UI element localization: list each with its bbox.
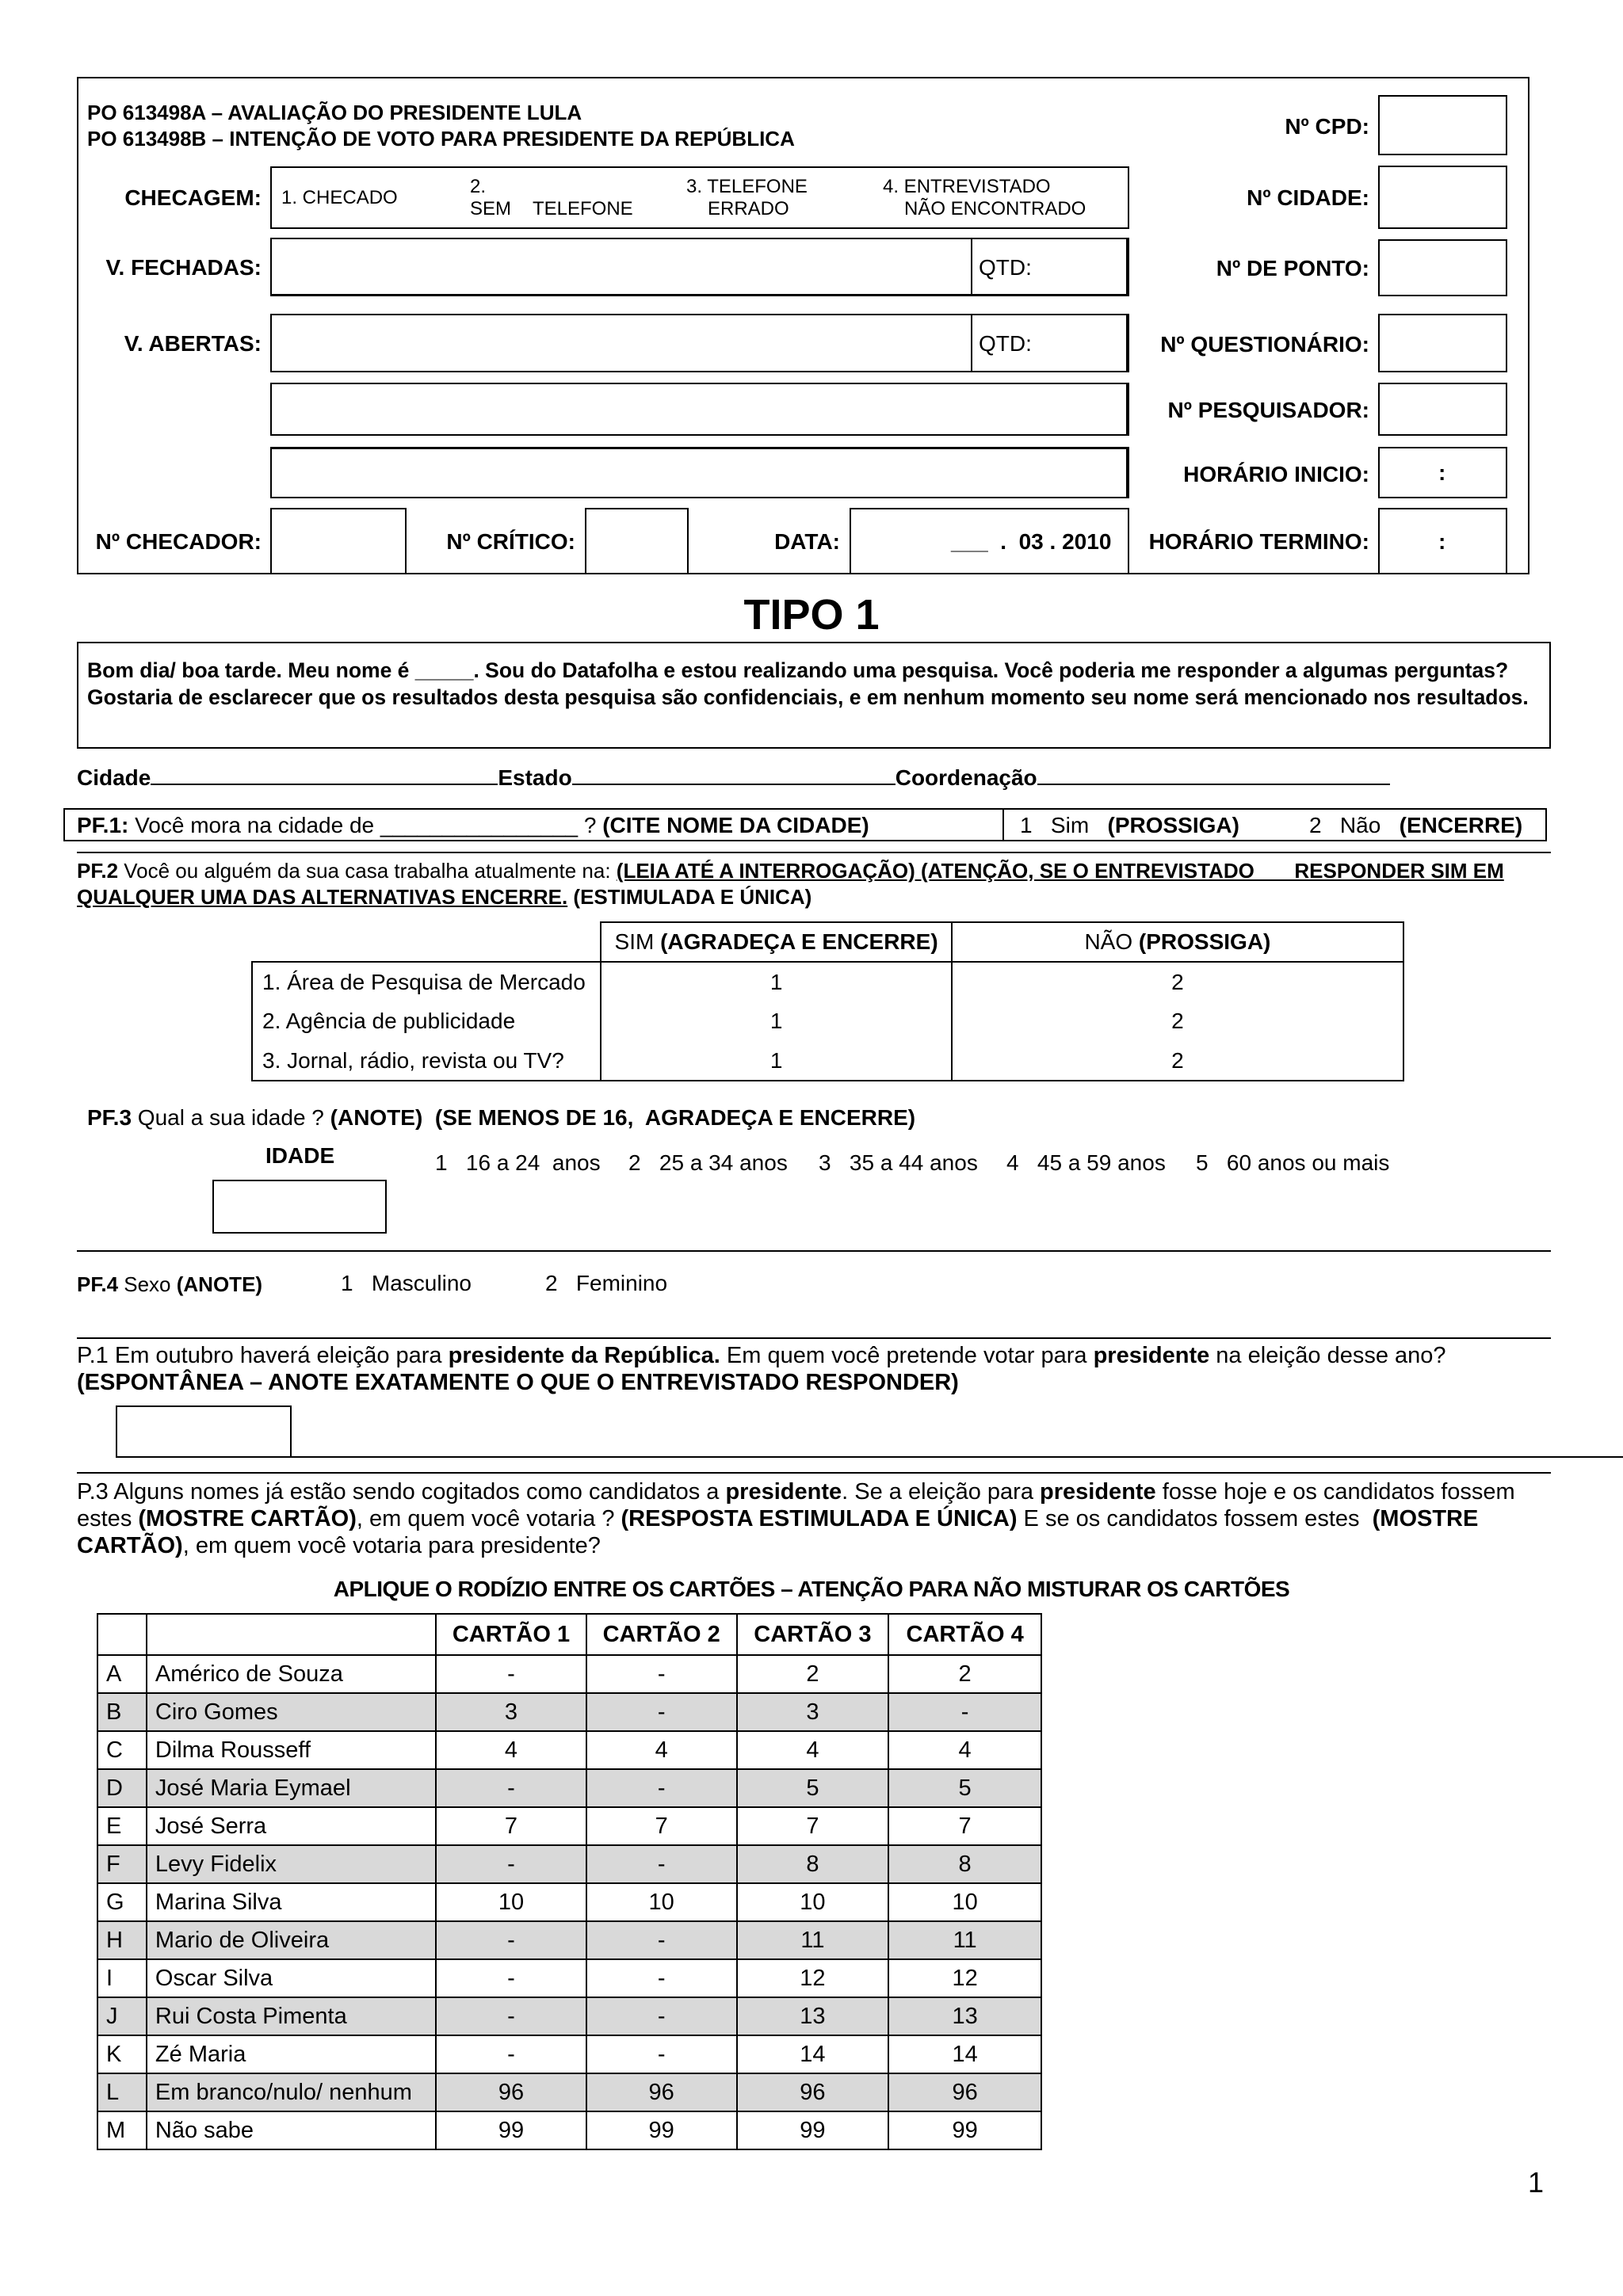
card-4-code[interactable]: 5 bbox=[888, 1769, 1041, 1807]
title-a: PO 613498A – AVALIAÇÃO DO PRESIDENTE LULA bbox=[87, 101, 582, 124]
pesquisador-label: Nº PESQUISADOR: bbox=[1167, 398, 1369, 422]
pf4-question bbox=[77, 1272, 262, 1297]
card-3-code[interactable]: 11 bbox=[737, 1921, 889, 1959]
horario-inicio-sep: : bbox=[1438, 460, 1446, 485]
letter-header bbox=[97, 1614, 147, 1655]
card-2-code[interactable]: 96 bbox=[586, 2073, 737, 2111]
cidade-label: Cidade bbox=[77, 765, 151, 790]
card-2-code[interactable]: - bbox=[586, 1959, 737, 1997]
card-3-code[interactable]: 2 bbox=[737, 1655, 889, 1693]
p3-question bbox=[77, 1478, 1515, 1559]
tipo-title: TIPO 1 bbox=[743, 591, 880, 639]
p3-text-3b: , em quem você votaria para presidente? bbox=[182, 1533, 601, 1558]
card-2-code[interactable]: - bbox=[586, 1655, 737, 1693]
cidade-blank[interactable] bbox=[151, 784, 498, 785]
pf2-col-sim-instr: (AGRADEÇA E ENCERRE) bbox=[660, 929, 938, 954]
pf2-row-label: 2. Agência de publicidade bbox=[252, 1001, 601, 1041]
card-4-code[interactable]: 99 bbox=[888, 2111, 1041, 2149]
card-2-code[interactable]: 10 bbox=[586, 1883, 737, 1921]
candidate-name: José Maria Eymael bbox=[147, 1769, 436, 1807]
pf1-opt-2-text: Não bbox=[1339, 813, 1381, 837]
candidate-row bbox=[97, 1883, 1041, 1921]
pf4-opt-2[interactable]: 2 Feminino bbox=[545, 1271, 668, 1295]
candidate-row bbox=[97, 1959, 1041, 1997]
pf2-label: PF.2 bbox=[77, 859, 119, 883]
cpd-label: Nº CPD: bbox=[1285, 114, 1369, 139]
candidate-letter: H bbox=[97, 1921, 147, 1959]
card-2-header: CARTÃO 2 bbox=[586, 1614, 737, 1655]
card-2-code[interactable]: 7 bbox=[586, 1807, 737, 1845]
questionario-label: Nº QUESTIONÁRIO: bbox=[1160, 332, 1369, 357]
pf1-under-rule bbox=[77, 852, 1551, 853]
name-header bbox=[147, 1614, 436, 1655]
pf2-row-label: 1. Área de Pesquisa de Mercado bbox=[252, 962, 601, 1001]
v-fechadas-qtd-label: QTD: bbox=[979, 255, 1032, 280]
pf1-divider bbox=[1002, 808, 1004, 841]
p3-text-1c: . Se a eleição para bbox=[842, 1479, 1041, 1505]
card-2-code[interactable]: - bbox=[586, 1693, 737, 1731]
candidate-letter: F bbox=[97, 1845, 147, 1883]
checagem-opt-3[interactable]: 3. TELEFONE bbox=[686, 176, 808, 197]
candidate-name: Marina Silva bbox=[147, 1883, 436, 1921]
card-4-code[interactable]: 4 bbox=[888, 1731, 1041, 1769]
candidate-letter: K bbox=[97, 2035, 147, 2073]
card-2-code[interactable]: - bbox=[586, 1769, 737, 1807]
card-3-header: CARTÃO 3 bbox=[737, 1614, 889, 1655]
critico-label: Nº CRÍTICO: bbox=[446, 529, 575, 554]
pf2-empty-header bbox=[252, 922, 601, 962]
pf1-text: Você mora na cidade de ________________ ? bbox=[128, 813, 603, 837]
card-1-code[interactable]: 99 bbox=[436, 2111, 586, 2149]
estado-blank[interactable] bbox=[572, 784, 896, 785]
p1-under-rule bbox=[77, 1472, 1551, 1474]
pf1-opt-1[interactable] bbox=[1020, 813, 1239, 838]
pf3-opt-2[interactable]: 2 25 a 34 anos bbox=[628, 1150, 788, 1175]
card-4-code[interactable]: 11 bbox=[888, 1921, 1041, 1959]
candidate-letter: C bbox=[97, 1731, 147, 1769]
p3-text-2b: (MOSTRE CARTÃO) bbox=[138, 1506, 357, 1531]
card-3-code[interactable]: 8 bbox=[737, 1845, 889, 1883]
page-number: 1 bbox=[1528, 2166, 1545, 2199]
extra-input-1[interactable] bbox=[270, 383, 1129, 436]
candidate-row bbox=[97, 2073, 1041, 2111]
p3-text-2e: E se os candidatos fossem estes bbox=[1017, 1506, 1373, 1531]
pf1-label: PF.1: bbox=[77, 813, 129, 837]
pf2-col-nao-label: NÃO bbox=[1084, 929, 1139, 954]
title-b: PO 613498B – INTENÇÃO DE VOTO PARA PRESIDENTE DA REPÚBLICA bbox=[87, 127, 795, 151]
card-2-code[interactable]: 99 bbox=[586, 2111, 737, 2149]
pf2-col-sim-label: SIM bbox=[614, 929, 661, 954]
pf3-instr: (ANOTE) (SE MENOS DE 16, AGRADEÇA E ENCERRE) bbox=[330, 1105, 916, 1130]
pf3-under-rule bbox=[77, 1250, 1551, 1252]
idade-input[interactable] bbox=[212, 1180, 387, 1234]
pf4-opt-1[interactable]: 1 Masculino bbox=[341, 1271, 472, 1295]
pf3-opt-1[interactable]: 1 16 a 24 anos bbox=[435, 1150, 601, 1175]
p1-answer-rule bbox=[292, 1456, 1623, 1458]
pf3-opt-3[interactable]: 3 35 a 44 anos bbox=[819, 1150, 978, 1175]
pf2-row-sim[interactable]: 1 bbox=[601, 1041, 951, 1081]
card-3-code[interactable]: 99 bbox=[737, 2111, 889, 2149]
pf1-opt-2-code: 2 bbox=[1309, 813, 1322, 837]
candidate-letter: D bbox=[97, 1769, 147, 1807]
coordenacao-blank[interactable] bbox=[1037, 784, 1390, 785]
pf4-label: PF.4 bbox=[77, 1272, 119, 1296]
candidate-letter: I bbox=[97, 1959, 147, 1997]
card-2-code[interactable]: 4 bbox=[586, 1731, 737, 1769]
checagem-label: CHECAGEM: bbox=[124, 185, 262, 210]
pf2-instr-2: QUALQUER UMA DAS ALTERNATIVAS ENCERRE. bbox=[77, 885, 568, 909]
p1-text-c: Em quem você pretende votar para bbox=[720, 1343, 1094, 1368]
card-1-code[interactable]: 4 bbox=[436, 1731, 586, 1769]
pf1-opt-1-text: Sim bbox=[1050, 813, 1090, 837]
pf1-opt-1-instr: (PROSSIGA) bbox=[1107, 813, 1239, 837]
card-1-code[interactable]: - bbox=[436, 1997, 586, 2035]
card-1-code[interactable]: - bbox=[436, 1959, 586, 1997]
candidate-letter: L bbox=[97, 2073, 147, 2111]
card-1-code[interactable]: 10 bbox=[436, 1883, 586, 1921]
candidate-letter: J bbox=[97, 1997, 147, 2035]
card-3-code[interactable]: 14 bbox=[737, 2035, 889, 2073]
location-line bbox=[77, 765, 1390, 791]
pf1-opt-2-instr: (ENCERRE) bbox=[1399, 813, 1523, 837]
pf3-question bbox=[87, 1105, 915, 1131]
p1-instr: (ESPONTÂNEA – ANOTE EXATAMENTE O QUE O ENTREVISTADO RESPONDER) bbox=[77, 1370, 959, 1395]
candidate-row bbox=[97, 1731, 1041, 1769]
card-4-code[interactable]: 2 bbox=[888, 1655, 1041, 1693]
candidate-row bbox=[97, 2035, 1041, 2073]
p1-text-e: na eleição desse ano? bbox=[1209, 1343, 1446, 1368]
candidate-name: Dilma Rousseff bbox=[147, 1731, 436, 1769]
pf2-col-sim bbox=[601, 922, 951, 962]
p3-text-3a: CARTÃO) bbox=[77, 1533, 183, 1558]
candidate-letter: B bbox=[97, 1693, 147, 1731]
p3-text-1e: fosse hoje e os candidatos fossem bbox=[1155, 1479, 1515, 1505]
candidate-letter: G bbox=[97, 1883, 147, 1921]
idade-label: IDADE bbox=[265, 1143, 335, 1168]
card-4-code[interactable]: 12 bbox=[888, 1959, 1041, 1997]
candidate-name: Rui Costa Pimenta bbox=[147, 1997, 436, 2035]
v-abertas-divider bbox=[971, 314, 972, 372]
data-label: DATA: bbox=[774, 529, 840, 554]
card-1-code[interactable]: - bbox=[436, 1921, 586, 1959]
candidate-row bbox=[97, 1807, 1041, 1845]
pf2-row-nao[interactable]: 2 bbox=[952, 962, 1403, 1001]
critico-input[interactable] bbox=[585, 508, 689, 574]
checagem-opt-1[interactable]: 1. CHECADO bbox=[281, 187, 398, 208]
card-4-code[interactable]: 13 bbox=[888, 1997, 1041, 2035]
v-abertas-label: V. ABERTAS: bbox=[124, 331, 262, 356]
v-abertas-qtd-label: QTD: bbox=[979, 331, 1032, 356]
p3-text-2f: (MOSTRE bbox=[1372, 1506, 1479, 1531]
candidate-row bbox=[97, 1693, 1041, 1731]
checagem-opt-2[interactable]: 2. bbox=[470, 176, 487, 197]
pf2-instr-tail: (ESTIMULADA E ÚNICA) bbox=[567, 885, 812, 909]
p3-text-2d: (RESPOSTA ESTIMULADA E ÚNICA) bbox=[621, 1506, 1018, 1531]
p3-text-2c: , em quem você votaria ? bbox=[356, 1506, 621, 1531]
card-2-code[interactable]: - bbox=[586, 1921, 737, 1959]
candidate-row bbox=[97, 2111, 1041, 2149]
p1-text-a: P.1 Em outubro haverá eleição para bbox=[77, 1343, 449, 1368]
candidate-letter: A bbox=[97, 1655, 147, 1693]
pf2-instr-1: (LEIA ATÉ A INTERROGAÇÃO) (ATENÇÃO, SE O ENTREVISTADO RESPONDER SIM EM bbox=[616, 859, 1504, 883]
pf3-label: PF.3 bbox=[87, 1105, 132, 1130]
candidates-header bbox=[97, 1614, 1041, 1655]
checagem-opt-4b[interactable]: NÃO ENCONTRADO bbox=[904, 198, 1086, 219]
checagem-opt-3b[interactable]: ERRADO bbox=[708, 198, 789, 219]
pesquisador-input[interactable] bbox=[1378, 383, 1507, 436]
pf2-row bbox=[252, 1001, 1403, 1041]
card-4-header: CARTÃO 4 bbox=[888, 1614, 1041, 1655]
p1-answer-input[interactable] bbox=[116, 1405, 292, 1458]
p1-question bbox=[77, 1342, 1446, 1396]
candidate-letter: E bbox=[97, 1807, 147, 1845]
pf2-row-nao[interactable]: 2 bbox=[952, 1001, 1403, 1041]
checador-label: Nº CHECADOR: bbox=[95, 529, 262, 554]
candidate-name: Oscar Silva bbox=[147, 1959, 436, 1997]
pf2-row bbox=[252, 962, 1403, 1001]
candidate-name: Américo de Souza bbox=[147, 1655, 436, 1693]
candidate-row bbox=[97, 1845, 1041, 1883]
checagem-opt-4[interactable]: 4. ENTREVISTADO bbox=[883, 176, 1051, 197]
pf2-row-sim[interactable]: 1 bbox=[601, 1001, 951, 1041]
candidate-row bbox=[97, 1655, 1041, 1693]
card-4-code[interactable]: - bbox=[888, 1693, 1041, 1731]
candidate-name: Ciro Gomes bbox=[147, 1693, 436, 1731]
card-4-code[interactable]: 96 bbox=[888, 2073, 1041, 2111]
pf2-table bbox=[251, 921, 1404, 1081]
pf4-instr: (ANOTE) bbox=[176, 1272, 263, 1296]
horario-inicio-label: HORÁRIO INICIO: bbox=[1183, 462, 1369, 486]
card-3-code[interactable]: 3 bbox=[737, 1693, 889, 1731]
candidate-name: Em branco/nulo/ nenhum bbox=[147, 2073, 436, 2111]
cpd-input[interactable] bbox=[1378, 95, 1507, 155]
card-1-code[interactable]: - bbox=[436, 1655, 586, 1693]
estado-label: Estado bbox=[498, 765, 572, 790]
ponto-label: Nº DE PONTO: bbox=[1216, 256, 1369, 280]
pf2-text: Você ou alguém da sua casa trabalha atualmente na: bbox=[118, 859, 617, 883]
card-2-code[interactable]: - bbox=[586, 1845, 737, 1883]
p3-text-1a: P.3 Alguns nomes já estão sendo cogitados como candidatos a bbox=[77, 1479, 726, 1505]
pf4-under-rule bbox=[77, 1337, 1551, 1339]
p3-text-1b: presidente bbox=[725, 1479, 842, 1505]
card-1-header: CARTÃO 1 bbox=[436, 1614, 586, 1655]
pf2-row-sim[interactable]: 1 bbox=[601, 962, 951, 1001]
candidate-letter: M bbox=[97, 2111, 147, 2149]
card-3-code[interactable]: 4 bbox=[737, 1731, 889, 1769]
card-1-code[interactable]: - bbox=[436, 1769, 586, 1807]
extra-input-2[interactable] bbox=[270, 447, 1129, 498]
candidate-row bbox=[97, 1921, 1041, 1959]
questionario-input[interactable] bbox=[1378, 314, 1507, 372]
p1-text-d: presidente bbox=[1093, 1343, 1210, 1368]
ponto-input[interactable] bbox=[1378, 239, 1507, 296]
card-4-code[interactable]: 7 bbox=[888, 1807, 1041, 1845]
checagem-opt-2c[interactable]: TELEFONE bbox=[533, 198, 633, 219]
candidates-table bbox=[97, 1613, 1042, 2150]
pf3-text: Qual a sua idade ? bbox=[132, 1105, 330, 1130]
p3-text-2a: estes bbox=[77, 1506, 139, 1531]
card-1-code[interactable]: - bbox=[436, 1845, 586, 1883]
pf2-row-nao[interactable]: 2 bbox=[952, 1041, 1403, 1081]
pf1-opt-2[interactable] bbox=[1309, 813, 1522, 838]
card-1-code[interactable]: 3 bbox=[436, 1693, 586, 1731]
card-1-code[interactable]: 7 bbox=[436, 1807, 586, 1845]
horario-termino-label: HORÁRIO TERMINO: bbox=[1148, 529, 1369, 554]
card-3-code[interactable]: 5 bbox=[737, 1769, 889, 1807]
card-4-code[interactable]: 14 bbox=[888, 2035, 1041, 2073]
coordenacao-label: Coordenação bbox=[895, 765, 1037, 790]
card-3-code[interactable]: 13 bbox=[737, 1997, 889, 2035]
pf2-col-nao-instr: (PROSSIGA) bbox=[1138, 929, 1271, 954]
candidate-name: José Serra bbox=[147, 1807, 436, 1845]
v-fechadas-divider bbox=[971, 238, 972, 296]
pf2-col-nao bbox=[952, 922, 1403, 962]
card-3-code[interactable]: 7 bbox=[737, 1807, 889, 1845]
card-3-code[interactable]: 96 bbox=[737, 2073, 889, 2111]
pf1-instr: (CITE NOME DA CIDADE) bbox=[602, 813, 869, 837]
pf2-row bbox=[252, 1041, 1403, 1081]
cidade-num-input[interactable] bbox=[1378, 166, 1507, 229]
checador-input[interactable] bbox=[270, 508, 407, 574]
pf2-row-label: 3. Jornal, rádio, revista ou TV? bbox=[252, 1041, 601, 1081]
card-2-code[interactable]: - bbox=[586, 1997, 737, 2035]
pf3-opt-4[interactable]: 4 45 a 59 anos bbox=[1006, 1150, 1166, 1175]
card-1-code[interactable]: - bbox=[436, 2035, 586, 2073]
horario-termino-sep: : bbox=[1438, 529, 1446, 554]
data-value: ___ . 03 . 2010 bbox=[951, 529, 1112, 554]
card-4-code[interactable]: 8 bbox=[888, 1845, 1041, 1883]
pf1-opt-1-code: 1 bbox=[1020, 813, 1033, 837]
candidate-row bbox=[97, 1997, 1041, 2035]
cidade-num-label: Nº CIDADE: bbox=[1247, 185, 1369, 210]
checagem-opt-2b[interactable]: SEM bbox=[470, 198, 512, 219]
pf2-question bbox=[77, 858, 1551, 910]
p3-text-1d: presidente bbox=[1040, 1479, 1156, 1505]
pf3-opt-5[interactable]: 5 60 anos ou mais bbox=[1196, 1150, 1390, 1175]
rodizio-instruction: APLIQUE O RODÍZIO ENTRE OS CARTÕES – ATENÇÃO PARA NÃO MISTURAR OS CARTÕES bbox=[333, 1577, 1290, 1601]
candidate-name: Mario de Oliveira bbox=[147, 1921, 436, 1959]
p1-text-b: presidente da República. bbox=[448, 1343, 720, 1368]
candidate-name: Não sabe bbox=[147, 2111, 436, 2149]
pf1-question bbox=[77, 813, 869, 838]
pf4-text: Sexo bbox=[118, 1272, 177, 1296]
card-2-code[interactable]: - bbox=[586, 2035, 737, 2073]
card-1-code[interactable]: 96 bbox=[436, 2073, 586, 2111]
candidate-name: Zé Maria bbox=[147, 2035, 436, 2073]
card-3-code[interactable]: 12 bbox=[737, 1959, 889, 1997]
v-fechadas-label: V. FECHADAS: bbox=[105, 255, 262, 280]
card-4-code[interactable]: 10 bbox=[888, 1883, 1041, 1921]
candidate-row bbox=[97, 1769, 1041, 1807]
card-3-code[interactable]: 10 bbox=[737, 1883, 889, 1921]
candidate-name: Levy Fidelix bbox=[147, 1845, 436, 1883]
intro-text: Bom dia/ boa tarde. Meu nome é _____. Sou do Datafolha e estou realizando uma pesquisa. Você poderia me responder a algumas perguntas? Gostaria de esclarecer que os resultados desta pesquisa são confidenciais, e em nenhum momento seu nome será mencionado nos resultados. bbox=[87, 658, 1529, 709]
